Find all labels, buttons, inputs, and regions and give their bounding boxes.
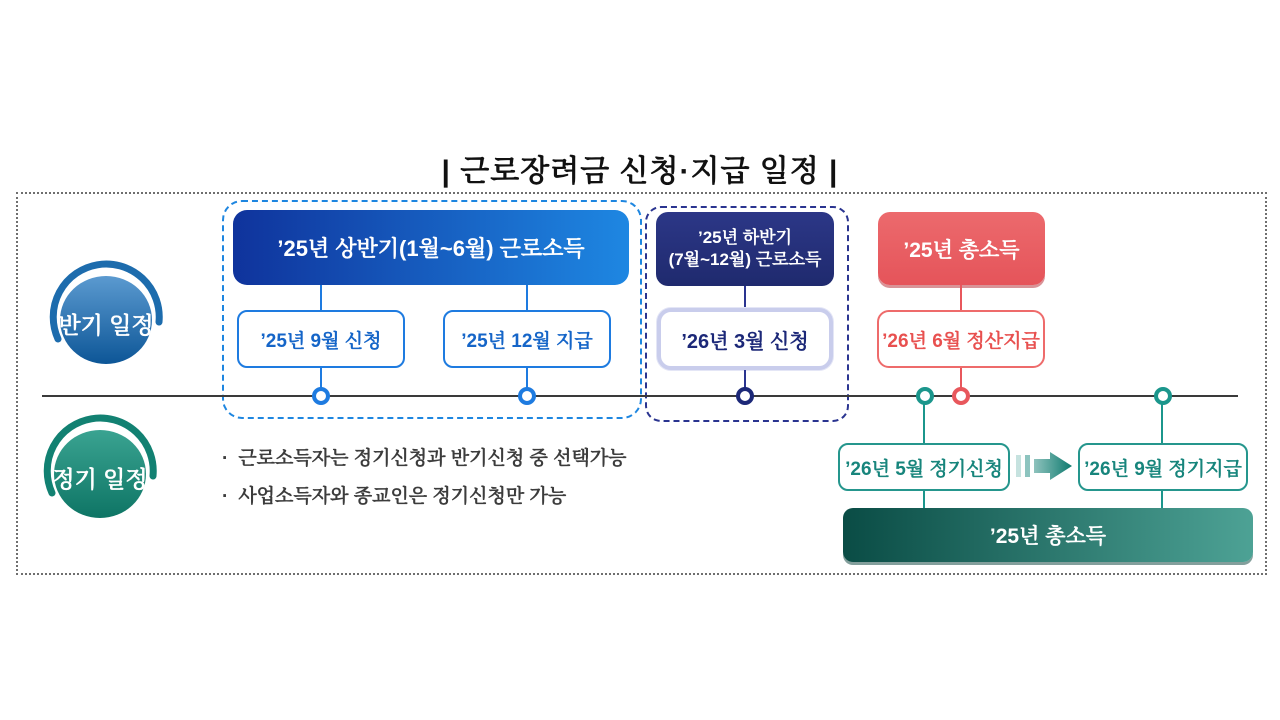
regular-badge-label: 정기 일정: [52, 466, 148, 492]
connector-line: [744, 286, 746, 308]
regular-note-1-text: 근로소득자는 정기신청과 반기신청 중 선택가능: [238, 448, 627, 469]
timeline-marker-sep25: [312, 387, 330, 405]
regular-note-2-text: 사업소득자와 종교인은 정기신청만 가능: [238, 486, 567, 507]
timeline-marker-may26: [916, 387, 934, 405]
connector-line: [923, 404, 925, 443]
connector-line: [960, 368, 962, 388]
regular-note-1: [222, 443, 627, 470]
timeline-marker-sep26: [1154, 387, 1172, 405]
timeline-marker-mar26: [736, 387, 754, 405]
flow-arrow-icon: [1016, 450, 1074, 487]
settlement-pay-box: ’26년 6월 정산지급: [877, 310, 1045, 368]
half-year-badge-label: 반기 일정: [58, 312, 154, 338]
connector-line: [320, 285, 322, 310]
second-half-income-line2: (7월~12월) 근로소득: [668, 250, 822, 269]
timeline-marker-jun26: [952, 387, 970, 405]
regular-note-2: [222, 481, 566, 508]
second-half-apply-box: ’26년 3월 신청: [657, 308, 833, 370]
connector-line: [923, 491, 925, 508]
first-half-pay-box: ’25년 12월 지급: [443, 310, 611, 368]
bullet-icon: ·: [222, 448, 229, 469]
first-half-income-box: ’25년 상반기(1월~6월) 근로소득: [233, 210, 629, 285]
total-income-box: ’25년 총소득: [878, 212, 1045, 285]
second-half-income-box: [656, 212, 834, 286]
connector-line: [1161, 404, 1163, 443]
first-half-apply-box: ’25년 9월 신청: [237, 310, 405, 368]
regular-pay-box: ’26년 9월 정기지급: [1078, 443, 1248, 491]
bullet-icon: ·: [222, 486, 229, 507]
page-title: | 근로장려금 신청·지급 일정 |: [441, 155, 839, 188]
half-year-badge: [45, 258, 167, 380]
regular-apply-box: ’26년 5월 정기신청: [838, 443, 1010, 491]
regular-total-income-bar: ’25년 총소득: [843, 508, 1253, 562]
regular-badge: [39, 412, 161, 534]
connector-line: [960, 285, 962, 310]
timeline-axis: [42, 395, 1238, 397]
connector-line: [1161, 491, 1163, 508]
timeline-marker-dec25: [518, 387, 536, 405]
second-half-income-line1: ’25년 하반기: [697, 227, 793, 247]
connector-line: [526, 285, 528, 310]
